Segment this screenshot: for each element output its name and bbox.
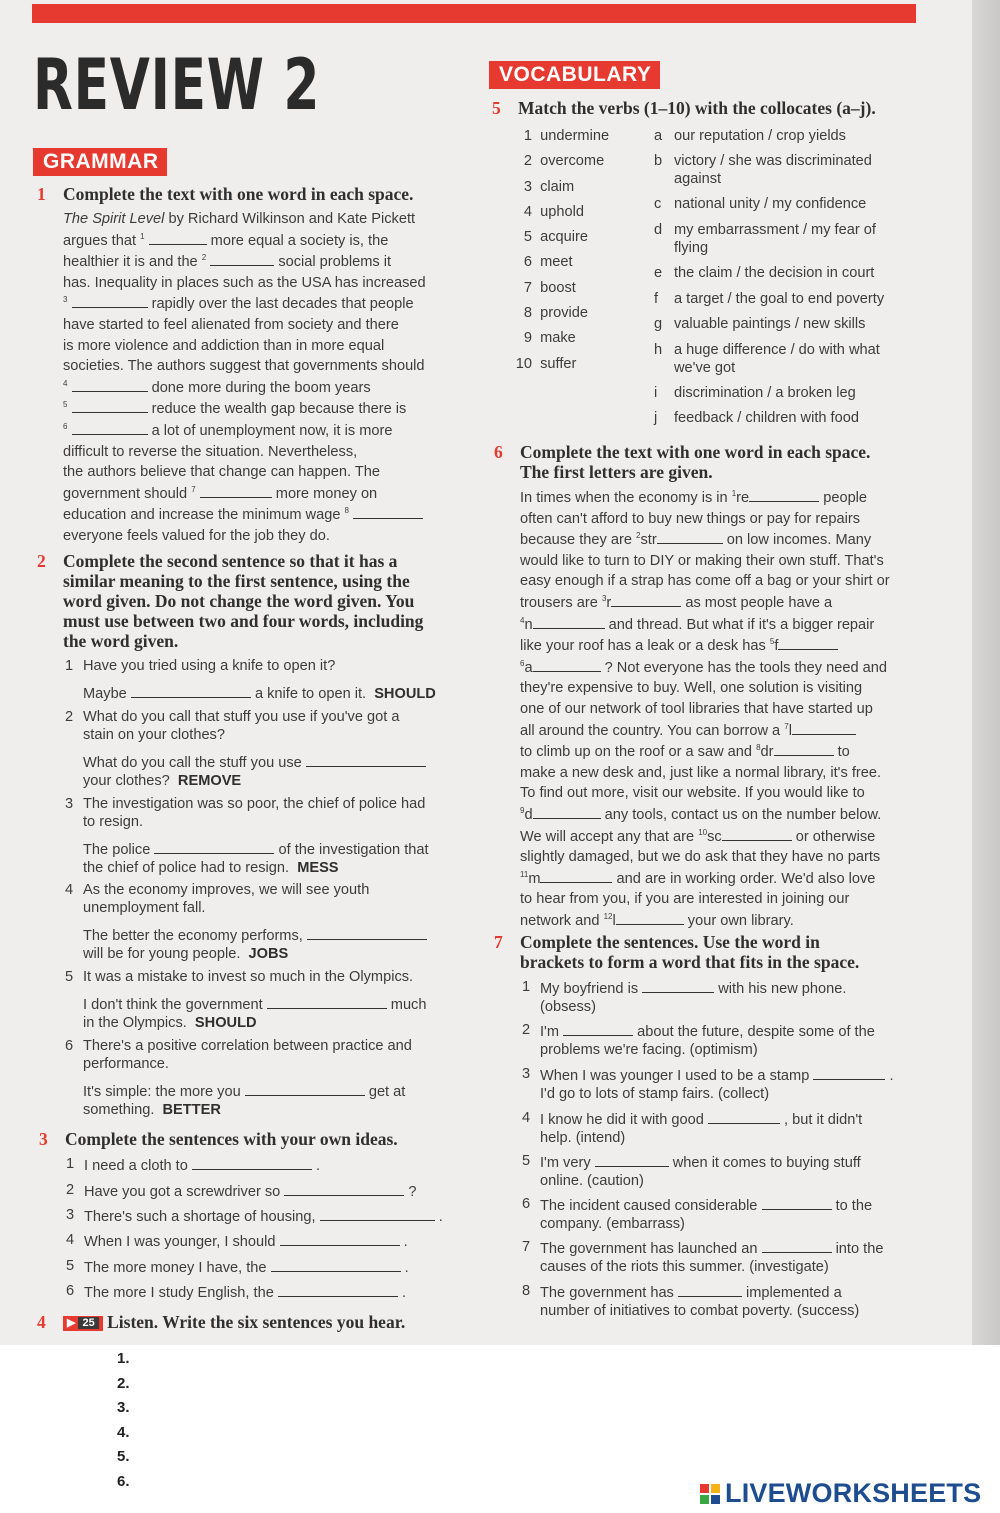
ex7-item-4: 4 I know he did it with good , but it didn't help. (intend) (522, 1110, 863, 1146)
gap-2[interactable] (210, 251, 274, 266)
ex2-item-6: 6 There's a positive correlation between practice and performance. It's simple: the more you get at something. BETTER (65, 1038, 412, 1118)
ex2-item-3: 3 The investigation was so poor, the chief of police had to resign. The police of the investigation that the chief of police had to resign. MESS (65, 796, 429, 876)
ex3-item-1: 1 I need a cloth to . (66, 1156, 321, 1174)
ex6-gap-2[interactable] (657, 529, 723, 544)
ex6-gap-6[interactable] (533, 657, 601, 672)
page-edge-shadow (972, 0, 1000, 1345)
answer-label-5: 5. (117, 1448, 130, 1465)
ex6-gap-4[interactable] (533, 614, 605, 629)
ex6-gap-3[interactable] (611, 592, 681, 607)
ex6-gap-9[interactable] (533, 804, 601, 819)
vocabulary-label: VOCABULARY (489, 61, 660, 89)
ex3-answer-1[interactable] (192, 1155, 312, 1170)
ex6-gap-8[interactable] (774, 741, 834, 756)
ex6-gap-11[interactable] (540, 868, 612, 883)
gap-6[interactable] (72, 420, 148, 435)
ex7-answer-7[interactable] (762, 1238, 832, 1253)
ex7-answer-8[interactable] (678, 1282, 742, 1297)
ex7-item-1: 1 My boyfriend is with his new phone. (obsess) (522, 979, 847, 1015)
ex7-heading: 7 Complete the sentences. Use the word in brackets to form a word that fits in the space. (494, 932, 860, 972)
ex6-gap-1[interactable] (749, 487, 819, 502)
ex2-answer-4[interactable] (307, 925, 427, 940)
ex7-answer-1[interactable] (642, 978, 714, 993)
gap-1[interactable] (149, 230, 207, 245)
ex7-item-2: 2 I'm about the future, despite some of the problems we're facing. (optimism) (522, 1022, 875, 1058)
ex2-heading: 2 Complete the second sentence so that it has a similar meaning to the first sentence, using the word given. Do not change the word given. You must use between two and four words, including the word given. (37, 551, 424, 651)
ex3-item-2: 2 Have you got a screwdriver so ? (66, 1182, 417, 1200)
ex7-answer-3[interactable] (813, 1065, 885, 1080)
ex3-heading: 3 Complete the sentences with your own ideas. (39, 1129, 398, 1149)
ex3-answer-5[interactable] (271, 1257, 401, 1272)
gap-3[interactable] (72, 293, 148, 308)
ex2-item-5: 5 It was a mistake to invest so much in the Olympics. I don't think the government much in the Olympics. SHOULD (65, 969, 427, 1031)
ex2-answer-6[interactable] (245, 1081, 365, 1096)
ex3-item-6: 6 The more I study English, the . (66, 1283, 406, 1301)
ex5-verbs: 1 undermine 2 overcome 3 claim 4 uphold 5 acquire 6 meet 7 boost 8 provide 9 make 10 suffer (515, 128, 610, 372)
ex6-gap-7[interactable] (792, 720, 856, 735)
answer-label-1: 1. (117, 1350, 130, 1367)
ex7-answer-2[interactable] (563, 1021, 633, 1036)
gap-5[interactable] (72, 398, 148, 413)
ex6-heading: 6 Complete the text with one word in each space. The first letters are given. (494, 442, 871, 482)
ex2-answer-3[interactable] (154, 839, 274, 854)
ex7-answer-4[interactable] (708, 1109, 780, 1124)
ex7-item-3: 3 When I was younger I used to be a stamp . I'd go to lots of stamp fairs. (collect) (522, 1066, 894, 1102)
gap-7[interactable] (200, 483, 272, 498)
ex2-answer-5[interactable] (267, 994, 387, 1009)
worksheet-scan: REVIEW 2 GRAMMAR 1 Complete the text with one word in each space. The Spirit Level by Richard Wilkinson and Kate Pickett argues that $^1$ more equal a society is, the healthier it is and the $^2$ social problems it has. Inequality in places such as the USA has increased $^3$ rapidly over the last decades that people have started to feel alienated from society and there is more violence and addiction than in more equal societies. The authors suggest that governments should $^4$ done more during the boom years $^5$ reduce the wealth gap because there is $^6$ a lot of unemployment now, it is more difficult to reverse the situation. Nevertheless, the authors believe that change can happen. The government should $^7$ more money on education and increase the minimum wage $^8$ everyone feels valued for the job they do. 2 Complete the second sentence so that it has a similar meaning to the first sentence, using the word given. Do not change the word given. You must use between two and four words, including the word given. 1 Have you tried using a knife to open it? Maybe a knife to open it. SHOULD 2 What do you call that stuff you use if you've got a stain on your clothes? What do you call the stuff you use your clothes? REMOVE 3 The investigation was so poor, the chief of police had to resign. The police of the investigation that the chief of police had to resign. MESS 4 As the economy improves, we will see youth unemployment fall. The better the economy performs, will be for young people. JOBS 5 It was a mistake to invest so much in the Olympics. I don't think the government much in the Olympics. SHOULD 6 There's a positive correlation between practice and performance. It's simple: the more you get at something. BETTER 3 Complete the sentences with your own ideas. 1 I need a cloth to . 2 Have you got a screwdriver so ? 3 There's such a shortage of housing, . 4 When I was younger, I should . 5 The more money I have, the . 6 The more I study English, the . 4 ▶ 25 Listen. Write the six sentences you hear. VOCABULARY 5 Match the verbs (1–10) with the collocates (a–j). 1 undermine 2 overcome 3 claim 4 uphold 5 acquire 6 meet 7 boost 8 provide 9 make 10 suffer a our reputation / crop yields b victory / she was discriminated against c national unity / my confidence d my embarrassment / my fear of flying e the claim / the decision in court f a target / the goal to end poverty g valuable paintings / new skills h a huge difference / do with what we've got i discrimination / a broken leg j feedback / children with food 6 Complete the text with one word in each space. The first letters are given. In times when the economy is in $^1$re people often can't afford to buy new things or pay for repairs because they are $^2$str on low incomes. Many would like to turn to DIY or making their own stuff. That's easy enough if a strap has come off a bag or your shirt or trousers are $^3$r as most people have a $^4$n and thread. But what if it's a bigger repair like your roof has a leak or a desk has $^5$f $^6$a ? Not everyone has the tools they need and they're expensive to buy. Well, one solution is visiting one of our network of tool libraries that have started up all around the country. You can borrow a $^7$l to climb up on the roof or a saw and $^8$dr to make a new desk and, just like a normal library, it's free. To find out more, visit our website. If you would like to $^9$d any tools, contact us on the number below. We will accept any that are $^{10}$sc or otherwise slightly damaged, but we do ask that they have no parts $^{11}$m and are in working order. We'd also love to hear from you, if you are interested in joining our network and $^{12}$l your own library. 7 Complete the sentences. Use the word in brackets to form a word that fits in the space. 1 My boyfriend is with his new phone. (obsess) 2 I'm about the future, despite some of the problems we're facing. (optimism) 3 When I was younger I used to be a stamp . I'd go to lots of stamp fairs. (collect) 4 I know he did it with good , but it didn't help. (intend) 5 I'm very when it comes to buying stuff online. (caution) 6 The incident caused considerable to the company. (embarrass) 7 The government has launched an into the causes of the riots this summer. (investigate) 8 The government has implemented a number of initiatives to combat poverty. (success) (0, 0, 972, 1345)
answer-label-2: 2. (117, 1375, 130, 1392)
ex7-item-5: 5 I'm very when it comes to buying stuff online. (caution) (522, 1153, 861, 1189)
logo-blocks-icon (700, 1484, 722, 1506)
logo-text: LIVEWORKSHEETS (725, 1478, 982, 1508)
ex6-gap-5[interactable] (778, 635, 838, 650)
ex3-item-4: 4 When I was younger, I should . (66, 1232, 408, 1250)
top-red-bar (32, 4, 916, 23)
ex3-answer-2[interactable] (284, 1181, 404, 1196)
book-title: The Spirit Level (63, 211, 165, 227)
gap-8[interactable] (353, 504, 423, 519)
ex2-item-1: 1 Have you tried using a knife to open it? Maybe a knife to open it. SHOULD (65, 658, 436, 702)
ex6-gap-12[interactable] (616, 910, 684, 925)
ex5-heading: 5 Match the verbs (1–10) with the collocates (a–j). (492, 98, 876, 118)
ex3-answer-6[interactable] (278, 1282, 398, 1297)
ex6-gap-10[interactable] (722, 826, 792, 841)
audio-track-badge[interactable]: ▶ 25 (63, 1316, 103, 1331)
gap-4[interactable] (72, 377, 148, 392)
ex2-answer-2[interactable] (306, 752, 426, 767)
ex3-item-5: 5 The more money I have, the . (66, 1258, 409, 1276)
ex7-item-7: 7 The government has launched an into the causes of the riots this summer. (investigate) (522, 1239, 884, 1275)
play-icon: ▶ (67, 1317, 76, 1329)
answer-label-3: 3. (117, 1399, 130, 1416)
ex7-item-8: 8 The government has implemented a number of initiatives to combat poverty. (success) (522, 1283, 860, 1319)
ex2-item-4: 4 As the economy improves, we will see youth unemployment fall. The better the economy performs, will be for young people. JOBS (83, 881, 427, 963)
answer-label-4: 4. (117, 1424, 130, 1441)
ex4-heading: 4 ▶ 25 Listen. Write the six sentences you hear. (37, 1312, 406, 1332)
liveworksheets-logo[interactable] (698, 1476, 994, 1510)
page-title: REVIEW 2 (33, 44, 321, 126)
ex1-heading: 1 Complete the text with one word in each space. (37, 184, 414, 204)
ex2-answer-1[interactable] (131, 683, 251, 698)
ex2-item-2: 2 What do you call that stuff you use if you've got a stain on your clothes? What do you call the stuff you use your clothes? REMOVE (83, 708, 426, 790)
ex3-answer-4[interactable] (280, 1231, 400, 1246)
ex7-item-6: 6 The incident caused considerable to the company. (embarrass) (522, 1196, 873, 1232)
grammar-label: GRAMMAR (33, 148, 167, 176)
ex3-item-3: 3 There's such a shortage of housing, . (66, 1207, 443, 1225)
ex1-number: 1 (37, 184, 46, 204)
answer-label-6: 6. (117, 1473, 130, 1490)
ex3-answer-3[interactable] (320, 1206, 435, 1221)
ex7-answer-5[interactable] (595, 1152, 669, 1167)
ex6-text: In times when the economy is in $^1$re people often can't afford to buy new things or pay for repairs because they are $^2$str on low incomes. Many would like to turn to DIY or making their own stuff. That's easy enough if a strap has come off a bag or your shirt or trousers are $^3$r as most people have a $^4$n and thread. But what if it's a bigger repair like your roof has a leak or a desk has $^5$f $^6$a ? Not everyone has the tools they need and they're expensive to buy. Well, one solution is visiting one of our network of tool libraries that have started up all around the country. You can borrow a $^7$l to climb up on the roof or a saw and $^8$dr to make a new desk and, just like a normal library, it's free. To find out more, visit our website. If you would like to $^9$d any tools, contact us on the number below. We will accept any that are $^{10}$sc or otherwise slightly damaged, but we do ask that they have no parts $^{11}$m and are in working order. We'd also love to hear from you, if you are interested in joining our network and $^{12}$l your own library. (520, 487, 920, 931)
ex1-text: The Spirit Level by Richard Wilkinson and Kate Pickett argues that $^1$ more equal a society is, the healthier it is and the $^2$ social problems it has. Inequality in places such as the USA has increased $^3$ rapidly over the last decades that people have started to feel alienated from society and there is more violence and addiction than in more equal societies. The authors suggest that governments should $^4$ done more during the boom years $^5$ reduce the wealth gap because there is $^6$ a lot of unemployment now, it is more difficult to reverse the situation. Nevertheless, the authors believe that change can happen. The government should $^7$ more money on education and increase the minimum wage $^8$ everyone feels valued for the job they do. (63, 211, 426, 544)
ex7-answer-6[interactable] (762, 1195, 832, 1210)
